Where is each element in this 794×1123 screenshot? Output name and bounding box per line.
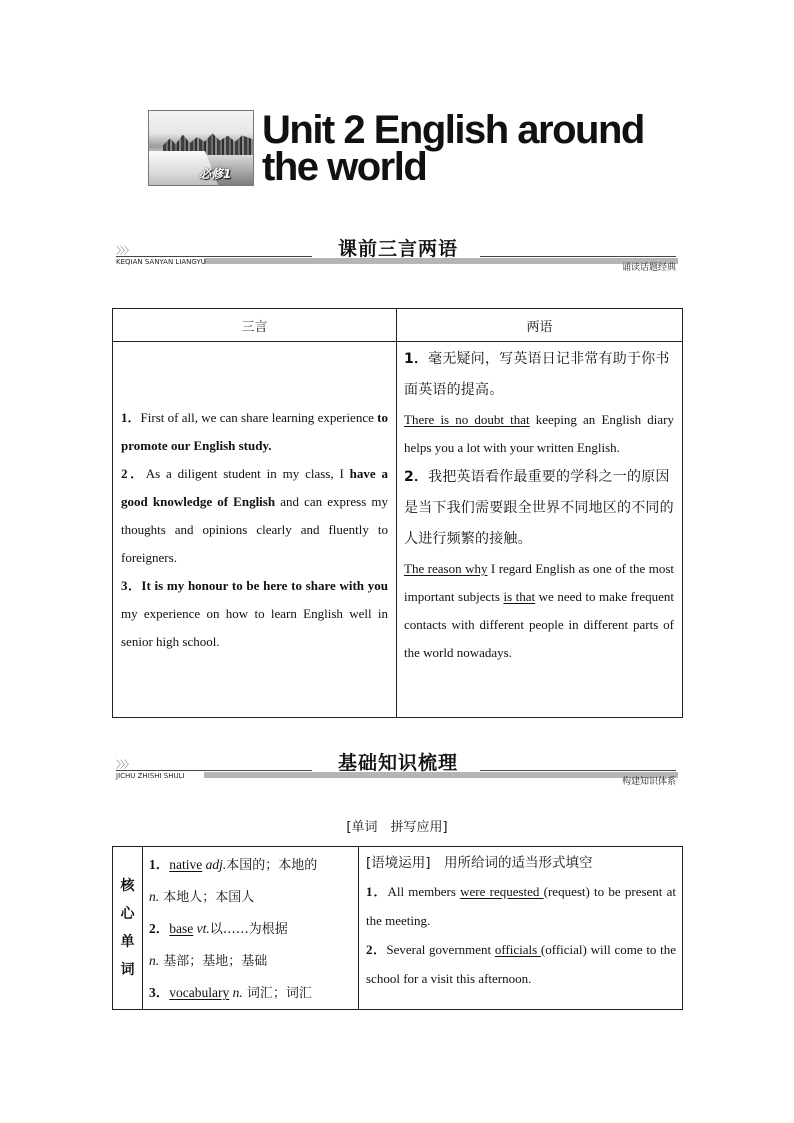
section-subtitle: 构建知识体系 <box>621 777 676 787</box>
section-header-basics <box>116 754 678 794</box>
divider <box>116 770 312 771</box>
liangyu-chinese: 1．毫无疑问，写英语日记非常有助于你书面英语的提高。 <box>404 351 670 398</box>
exercise-item: 2．Several government officials (official) will come to the school for a visit this afternoon. <box>366 942 677 986</box>
column-header-liangyu: 两语 <box>397 309 683 342</box>
book-badge: 必修1 <box>199 167 232 181</box>
chevrons-icon: 〉〉〉 <box>116 246 133 257</box>
sentence-table <box>112 308 683 718</box>
liangyu-english: There is no doubt that keeping an English diary helps you a lot with your written English. <box>404 412 675 455</box>
section-pinyin: JICHU ZHISHI SHULI <box>116 772 185 780</box>
sanyan-item: 3．It is my honour to be here to share with you my experience on how to learn English well in senior high school. <box>121 577 388 649</box>
section-subtitle: 诵读话题经典 <box>621 263 676 273</box>
sanyan-cell <box>113 342 397 718</box>
core-words-label: 核心单词 <box>113 847 143 1010</box>
word-item: 3．vocabulary n. 词汇；词汇 <box>149 985 312 1001</box>
word-table <box>112 846 683 1010</box>
word-item: 2．base vt.以……为根据 n. 基部；基地；基础 <box>149 921 288 969</box>
liangyu-cell <box>397 342 683 718</box>
exercise-item: 1．All members were requested (request) to be present at the meeting. <box>366 884 676 928</box>
word-section-title: [单词 拼写应用] <box>346 820 448 835</box>
liangyu-english: The reason why I regard English as one of the most important subjects is that we need to make frequent contacts with different people in different parts of the world nowadays. <box>404 561 674 660</box>
section-heading: 课前三言两语 <box>337 238 458 260</box>
divider <box>480 256 676 257</box>
section-heading: 基础知识梳理 <box>337 752 458 774</box>
divider <box>116 256 312 257</box>
word-list <box>143 847 359 1010</box>
exercise-cell <box>359 847 683 1010</box>
sanyan-item: 2．As a diligent student in my class, I have a good knowledge of English and can express my thoughts and opinions clearly and fluently to foreigners. <box>121 465 388 565</box>
liangyu-chinese: 2．我把英语看作最重要的学科之一的原因是当下我们需要跟全世界不同地区的不同的人进行频繁的接触。 <box>404 469 674 547</box>
divider <box>480 770 676 771</box>
sanyan-item: 1．First of all, we can share learning experience to promote our English study. <box>121 409 388 453</box>
exercise-instruction: [语境运用] 用所给词的适当形式填空 <box>366 855 593 871</box>
unit-title: Unit 2 English around the world <box>262 108 644 189</box>
unit-cover-image <box>148 110 254 186</box>
word-item: 1．native adj.本国的；本地的 n. 本地人；本国人 <box>149 857 318 905</box>
chevrons-icon: 〉〉〉 <box>116 760 133 771</box>
section-header-preview <box>116 240 678 280</box>
column-header-sanyan: 三言 <box>113 309 397 342</box>
section-pinyin: KEQIAN SANYAN LIANGYU <box>116 258 206 266</box>
